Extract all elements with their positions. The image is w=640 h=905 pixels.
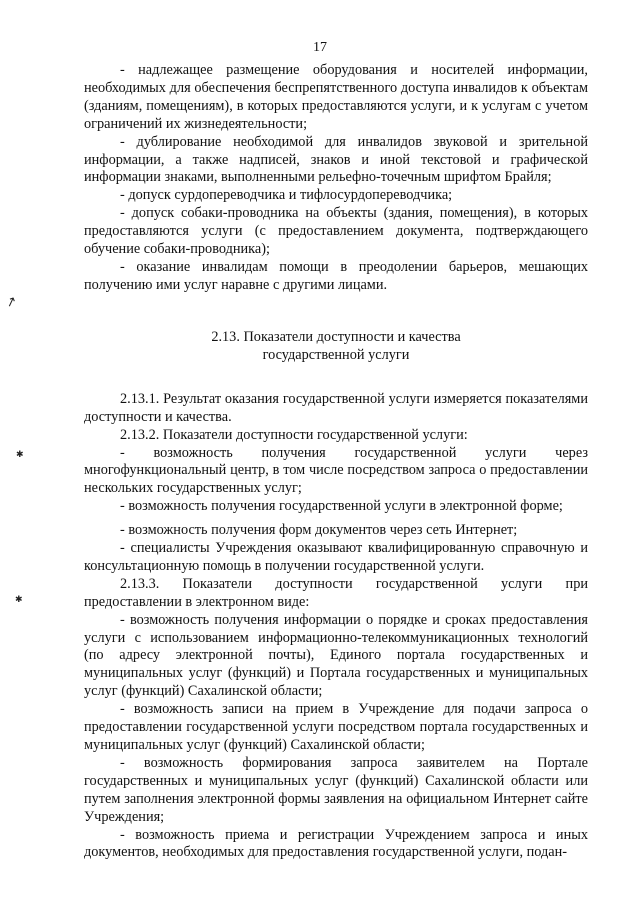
section-heading-line: 2.13. Показатели доступности и качества [211, 328, 461, 345]
paragraph: 2.13.1. Результат оказания государственной услуги измеряется показателями доступности и качества. [84, 390, 588, 425]
paragraph: 2.13.3. Показатели доступности государственной услуги при предоставлении в электронном виде: [84, 575, 588, 610]
paragraph: - возможность получения информации о порядке и сроках предоставления услуги с использованием информационно-телекоммуникационных технологий (по адресу электронной почты), Единого портала государственных и муниципальных услуг (функций) и Портала государственных и муниципальных услуг (функций) Сахалинской области; [84, 611, 588, 700]
paragraph: - возможность получения государственной услуги в электронной форме; [120, 498, 563, 515]
paragraph: - возможность получения государственной услуги через многофункциональный центр, в том числе посредством запроса о предоставлении нескольких государственных услуг; [84, 444, 588, 497]
paragraph: - надлежащее размещение оборудования и носителей информации, необходимых для обеспечения беспрепятственного доступа инвалидов к объектам (зданиям, помещениям), в которых предоставляются услуги, и к услугам с учетом ограничений их жизнедеятельности; [84, 62, 588, 132]
document-body [84, 62, 588, 862]
scan-artifact-mark: ✱ [15, 595, 23, 605]
paragraph: - возможность формирования запроса заявителем на Портале государственных и муниципальных услуг (функций) Сахалинской области или путем заполнения электронной формы заявления на официальном Интернет сайте Учреждения; [84, 754, 588, 825]
paragraph: - допуск сурдопереводчика и тифлосурдопереводчика; [120, 187, 453, 204]
paragraph: - оказание инвалидам помощи в преодолении барьеров, мешающих получению ими услуг наравне с другими лицами. [84, 258, 588, 293]
paragraph: - допуск собаки-проводника на объекты (здания, помещения), в которых предоставляются услуги (с предоставлением документа, подтверждающего обучение собаки-проводника); [84, 205, 588, 258]
paragraph: - дублирование необходимой для инвалидов звуковой и зрительной информации, а также надписей, знаков и иной текстовой и графической информации знаками, выполненными рельефно-точечным шрифтом Брайля; [84, 133, 588, 186]
paragraph: - возможность записи на прием в Учреждение для подачи запроса о предоставлении государственной услуги посредством портала государственных и муниципальных услуг (функций) Сахалинской области; [84, 701, 588, 753]
section-heading-line: государственной услуги [262, 346, 410, 363]
paragraph: - возможность получения форм документов через сеть Интернет; [120, 522, 518, 539]
paragraph: - возможность приема и регистрации Учреждением запроса и иных документов, необходимых для предоставления государственной услуги, подан- [84, 826, 588, 861]
section-heading [84, 328, 588, 364]
scan-artifact-mark: ↗ [3, 293, 20, 312]
paragraph: - специалисты Учреждения оказывают квалифицированную справочную и консультационную помощь в получении государственной услуги. [84, 540, 588, 574]
scan-artifact-mark: ✱ [16, 450, 24, 460]
page-number: 17 [313, 40, 327, 55]
paragraph: 2.13.2. Показатели доступности государственной услуги: [120, 426, 468, 443]
